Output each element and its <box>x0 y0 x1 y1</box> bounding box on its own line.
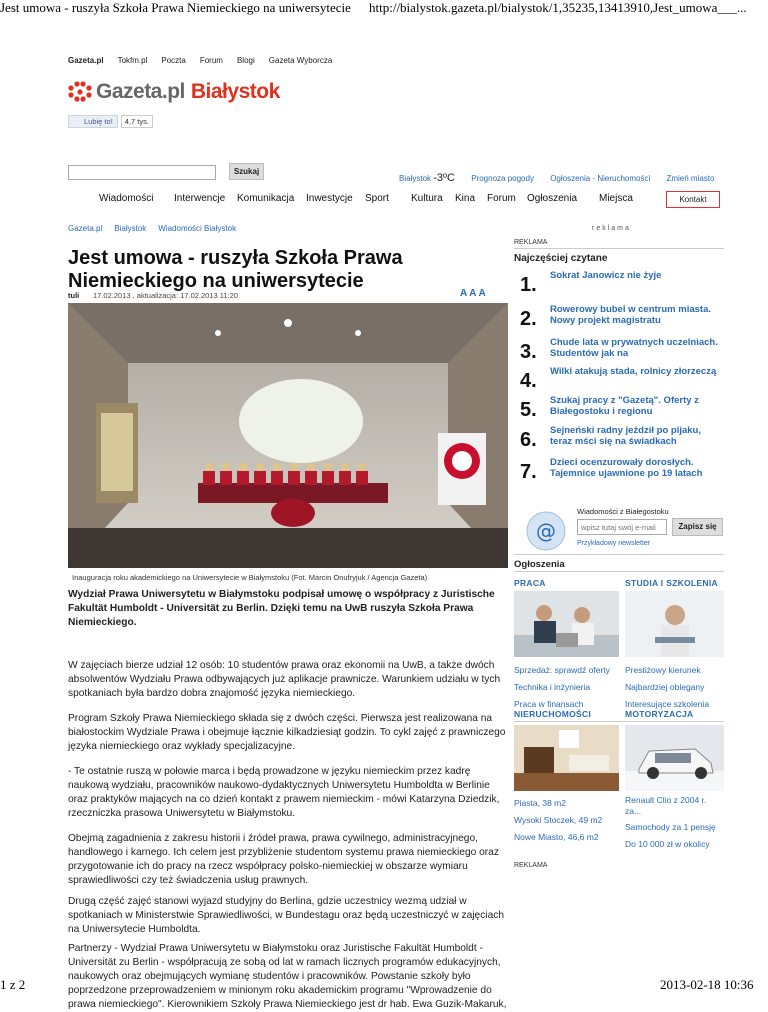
popular-rank: 6. <box>520 429 537 451</box>
nieruchomosci-heading[interactable]: NIERUCHOMOŚCI <box>514 709 592 719</box>
article-body <box>68 588 508 630</box>
popular-article-link[interactable]: Dzieci ocenzurowały dorosłych. Tajemnice ujawnione po 19 latach <box>550 457 703 479</box>
nav-komunikacja[interactable]: Komunikacja <box>237 193 295 204</box>
car-photo <box>625 725 724 791</box>
top-nav-forum[interactable]: Forum <box>199 56 223 65</box>
photo-caption: Inauguracja roku akademickiego na Uniwersytecie w Białymstoku (Fot. Marcin Onufryjuk / Agencja Gazeta) <box>72 573 428 582</box>
nieruchomosci-link[interactable]: Wysoki Stoczek, 49 m2 <box>514 815 603 825</box>
search-button[interactable]: Szukaj <box>229 163 264 180</box>
nav-inwestycje[interactable]: Inwestycje <box>306 193 353 204</box>
top-nav <box>68 56 332 65</box>
newsletter-subscribe-button[interactable]: Zapisz się <box>672 518 723 536</box>
weather-temp: -3ºC <box>433 172 455 184</box>
students-photo <box>625 591 724 657</box>
studia-heading[interactable]: STUDIA I SZKOLENIA <box>625 578 718 588</box>
studia-link[interactable]: Prestiżowy kierunek <box>625 665 701 675</box>
nieruchomosci-link[interactable]: Nowe Miasto, 46,6 m2 <box>514 832 599 842</box>
top-nav-poczta[interactable]: Poczta <box>161 56 186 65</box>
popular-article-link[interactable]: Wilki atakują stada, rolnicy złorzeczą <box>550 366 717 377</box>
page-number: 1 z 2 <box>0 977 26 992</box>
praca-link[interactable]: Technika i inżynieria <box>514 682 591 692</box>
article-title: Jest umowa - ruszyła Szkoła Prawa Niemieckiego na uniwersytecie <box>68 247 403 292</box>
article-p5-wrap <box>68 895 508 937</box>
popular-article-link[interactable]: Sejneński radny jeździł po pijaku, teraz mści się na świadkach <box>550 425 701 447</box>
lecture-hall-illustration <box>68 303 508 568</box>
ad-label-top: reklama <box>592 225 631 232</box>
article-paragraph: Partnerzy - Wydział Prawa Uniwersytetu w Białymstoku oraz Juristische Fakultät Humboldt - Universität zu Berlin - współpracują ze sobą od lat w ramach licznych programów edukacyjnych, naukowych oraz obejmujących wymianę studentów i pracowników. Powstanie szkoły było poprzedzone przeprowadzeniem w minionym roku akademickim programu "Wprowadzenie do prawa niemieckiego". Kierownikiem Szkoły Prawa Niemieckiego jest dr hab. Ewa Guzik-Makaruk, <box>68 943 507 1010</box>
studia-link[interactable]: Najbardziej oblegany <box>625 682 705 692</box>
divider <box>514 248 724 249</box>
motoryzacja-link[interactable]: Samochody za 1 pensję <box>625 822 716 832</box>
popular-article-link[interactable]: Sokrat Janowicz nie żyje <box>550 270 662 281</box>
divider <box>514 554 724 555</box>
nav-forum[interactable]: Forum <box>487 193 516 204</box>
newsletter-sample-link[interactable]: Przykładowy newsletter <box>577 540 651 547</box>
search-input[interactable] <box>68 165 216 180</box>
ads-realestate-link[interactable]: Ogłoszenia - Nieruchomości <box>550 174 651 183</box>
newsletter-title: Wiadomości z Białegostoku <box>577 507 669 516</box>
logo-text: Gazeta.pl <box>96 80 185 103</box>
popular-rank: 4. <box>520 370 537 392</box>
popular-article-link[interactable]: Szukaj pracy z "Gazetą". Oferty z Białegostoku i regionu <box>550 395 699 417</box>
praca-link[interactable]: Sprzedaż: sprawdź oferty <box>514 665 610 675</box>
article-p6-wrap <box>68 942 508 1010</box>
fb-like-button[interactable]: Lubię to! <box>68 115 118 128</box>
article-p1-wrap <box>68 659 508 701</box>
article-paragraph: Drugą część zajęć stanowi wyjazd studyjny do Berlina, gdzie uczestnicy wezmą udział w spotkaniach w Ministerstwie Sprawiedliwości, w Bundestagu oraz będą uczestniczyć w zajęciach na Uniwersytecie Humboldta. <box>68 896 504 935</box>
popular-title: Najczęściej czytane <box>514 253 608 264</box>
motoryzacja-link[interactable]: Renault Clio z 2004 r. za... <box>625 795 707 816</box>
motoryzacja-heading[interactable]: MOTORYZACJA <box>625 709 694 719</box>
nieruchomosci-links <box>514 795 619 846</box>
breadcrumb <box>68 224 236 233</box>
newsletter-email-input[interactable] <box>577 519 667 535</box>
change-city-link[interactable]: Zmień miasto <box>666 174 715 183</box>
breadcrumb-bialystok[interactable]: Białystok <box>114 224 147 233</box>
article-p4-wrap <box>68 832 508 888</box>
weather-bar <box>399 172 714 184</box>
weather-forecast-link[interactable]: Prognoza pogody <box>471 174 534 183</box>
living-room-photo <box>514 725 619 791</box>
article-lead: Wydział Prawa Uniwersytetu w Białymstoku podpisał umowę o współpracy z Juristische Fakultät Humboldt - Universität zu Berlin. Dzięki temu na UwB ruszyła Szkoła Prawa Niemieckiego. <box>68 589 495 628</box>
praca-heading[interactable]: PRACA <box>514 578 546 588</box>
top-nav-gazeta[interactable]: Gazeta.pl <box>68 56 104 65</box>
contact-button[interactable]: Kontakt <box>666 191 720 208</box>
nav-wiadomosci[interactable]: Wiadomości <box>99 193 154 204</box>
breadcrumb-wiadomosci[interactable]: Wiadomości Białystok <box>158 224 237 233</box>
browser-url: http://bialystok.gazeta.pl/bialystok/1,35235,13413910,Jest_umowa___... <box>369 0 747 15</box>
ad-label: REKLAMA <box>514 239 548 246</box>
nav-kina[interactable]: Kina <box>455 193 476 204</box>
fb-like <box>68 115 153 128</box>
nav-sport[interactable]: Sport <box>365 193 389 204</box>
browser-title: Jest umowa - ruszyła Szkoła Prawa Niemieckiego na uniwersytecie <box>0 0 351 15</box>
site-logo[interactable] <box>68 80 280 104</box>
article-p3-wrap <box>68 765 508 821</box>
article-p2-wrap <box>68 712 508 754</box>
popular-rank: 7. <box>520 461 537 483</box>
popular-rank: 3. <box>520 341 537 363</box>
article-paragraph: Obejmą zagadnienia z zakresu historii i źródeł prawa, prawa cywilnego, administracyjnego, handlowego i karnego. Ich celem jest przybliżenie studentom systemu prawa niemieckiego oraz przygotowanie ich do pracy na rzecz współpracy polsko-niemieckiej w obszarze wymiaru sprawiedliwości czy też świadczenia usług prawnych. <box>68 833 499 886</box>
ads-title: Ogłoszenia <box>514 559 565 570</box>
top-nav-wyborcza[interactable]: Gazeta Wyborcza <box>268 56 333 65</box>
nav-miejsca[interactable]: Miejsca <box>599 193 633 204</box>
top-nav-blogi[interactable]: Blogi <box>236 56 255 65</box>
nav-ogloszenia[interactable]: Ogłoszenia <box>527 193 578 204</box>
studia-links <box>625 662 724 713</box>
fb-like-count: 4,7 tys. <box>121 115 153 128</box>
print-datetime: 2013-02-18 10:36 <box>660 977 754 992</box>
svg-text:@: @ <box>536 519 556 543</box>
popular-rank: 5. <box>520 399 537 421</box>
praca-link[interactable]: Praca w finansach <box>514 699 584 709</box>
breadcrumb-gazeta[interactable]: Gazeta.pl <box>68 224 103 233</box>
logo-city: Białystok <box>190 80 280 103</box>
divider <box>514 571 724 572</box>
motoryzacja-link[interactable]: Do 10 000 zł w okolicy <box>625 839 710 849</box>
logo-dots-icon <box>68 81 94 103</box>
motoryzacja-links <box>625 795 724 850</box>
top-nav-tokfm[interactable]: Tokfm.pl <box>117 56 148 65</box>
article-date: 17.02.2013 , aktualizacja: 17.02.2013 11:20 <box>93 291 238 300</box>
article-author[interactable]: tuli <box>68 291 80 300</box>
popular-rank: 2. <box>520 308 537 330</box>
ad-label-bottom: REKLAMA <box>514 862 548 869</box>
nieruchomosci-link[interactable]: Piasta, 38 m2 <box>514 798 566 808</box>
font-size-switch[interactable]: A A A <box>460 288 486 299</box>
praca-links <box>514 662 619 713</box>
article-photo <box>68 303 508 568</box>
nav-kultura[interactable]: Kultura <box>411 193 443 204</box>
popular-article-link[interactable]: Chude lata w prywatnych uczelniach. Studentów jak na <box>550 337 718 359</box>
studia-link[interactable]: Interesujące szkolenia <box>625 699 710 709</box>
office-workers-photo <box>514 591 619 657</box>
email-at-icon <box>525 510 567 552</box>
weather-city[interactable]: Białystok <box>399 174 432 183</box>
popular-rank: 1. <box>520 274 537 296</box>
popular-article-link[interactable]: Rowerowy bubel w centrum miasta. Nowy projekt magistratu <box>550 304 712 326</box>
nav-interwencje[interactable]: Interwencje <box>174 193 226 204</box>
article-paragraph: Program Szkoły Prawa Niemieckiego składa się z dwóch części. Pierwsza jest realizowana na białostockim Wydziale Prawa i obejmuje łącznie kilkadziesiąt godzin. To cykl zajęć z prawniczego języka niemieckiego oraz wykłady specjalizacyjne. <box>68 713 506 752</box>
article-paragraph: W zajęciach bierze udział 12 osób: 10 studentów prawa oraz ekonomii na UwB, a także dwóch absolwentów Wydziału Prawa odbywających już aplikacje prawnicze. Warunkiem udziału w tych spotkaniach była bardzo dobra znajomość języka niemieckiego. <box>68 660 501 699</box>
article-paragraph: - Te ostatnie ruszą w połowie marca i będą prowadzone w języku niemieckim przez kadrę naukową wydziału, pracowników naukowo-dydaktycznych Uniwersytetu Humboldta w Berlinie oraz praktyków mających na co dzień kontakt z prawem niemieckim - mówi Katarzyna Dziedzik, rzeczniczka prasowa Uniwersytetu w Białymstoku. <box>68 766 500 819</box>
divider <box>514 721 724 722</box>
